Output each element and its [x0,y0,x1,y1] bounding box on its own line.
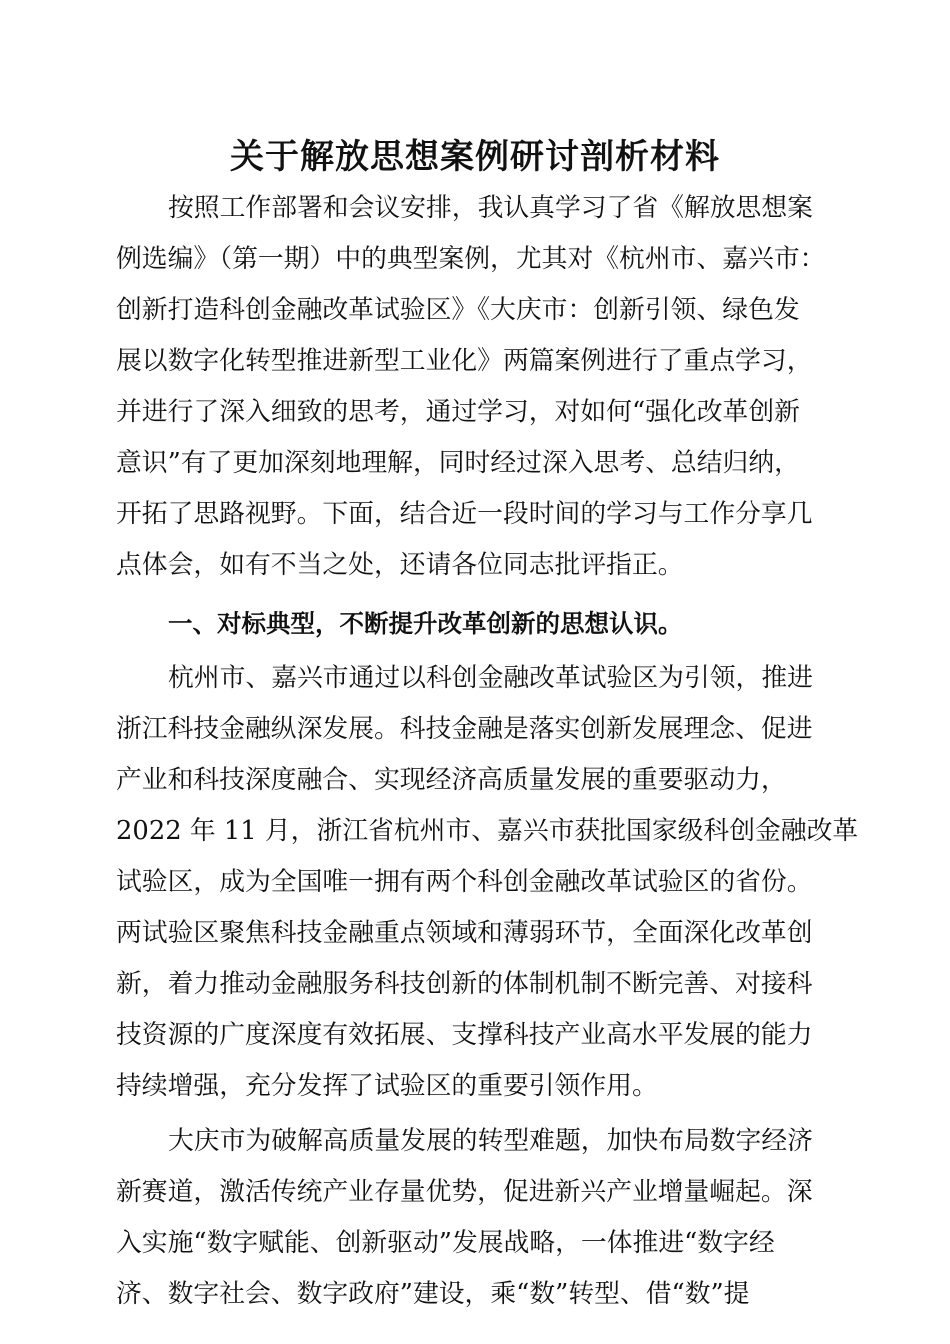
paragraph-line: 按照工作部署和会议安排，我认真学习了省《解放思想案 [168,193,813,223]
paragraph-line: 两试验区聚焦科技金融重点领域和薄弱环节，全面深化改革创 [116,918,813,948]
paragraph-line: 开拓了思路视野。下面，结合近一段时间的学习与工作分享几 [116,499,813,529]
paragraph-line: 2022 年 11 月，浙江省杭州市、嘉兴市获批国家级科创金融改革 [116,816,859,846]
paragraph-line: 点体会，如有不当之处，还请各位同志批评指正。 [116,550,684,580]
paragraph-line: 新，着力推动金融服务科技创新的体制机制不断完善、对接科 [116,969,813,999]
paragraph-line: 试验区，成为全国唯一拥有两个科创金融改革试验区的省份。 [116,867,813,897]
paragraph-line: 杭州市、嘉兴市通过以科创金融改革试验区为引领，推进 [168,663,813,693]
paragraph-line: 意识”有了更加深刻地理解，同时经过深入思考、总结归纳， [116,448,800,478]
paragraph-line: 浙江科技金融纵深发展。科技金融是落实创新发展理念、促进 [116,714,813,744]
paragraph-line: 新赛道，激活传统产业存量优势，促进新兴产业增量崛起。深 [116,1177,813,1207]
section-heading: 一、对标典型，不断提升改革创新的思想认识。 [168,609,683,638]
paragraph-line: 大庆市为破解高质量发展的转型难题，加快布局数字经济 [168,1126,813,1156]
paragraph-line: 济、数字社会、数字政府”建设，乘“数”转型、借“数”提 [116,1279,750,1309]
paragraph-line: 持续增强，充分发挥了试验区的重要引领作用。 [116,1071,658,1101]
paragraph-line: 技资源的广度深度有效拓展、支撑科技产业高水平发展的能力 [116,1020,813,1050]
paragraph-line: 创新打造科创金融改革试验区》《大庆市：创新引领、绿色发 [116,295,800,325]
paragraph-line: 产业和科技深度融合、实现经济高质量发展的重要驱动力， [116,765,787,795]
document-title: 关于解放思想案例研讨剖析材料 [230,137,720,177]
paragraph-line: 入实施“数字赋能、创新驱动”发展战略，一体推进“数字经 [116,1228,775,1258]
paragraph-line: 并进行了深入细致的思考，通过学习，对如何“强化改革创新 [116,397,800,427]
paragraph-line: 例选编》（第一期）中的典型案例，尤其对《杭州市、嘉兴市： [116,244,826,274]
paragraph-line: 展以数字化转型推进新型工业化》两篇案例进行了重点学习， [116,346,813,376]
